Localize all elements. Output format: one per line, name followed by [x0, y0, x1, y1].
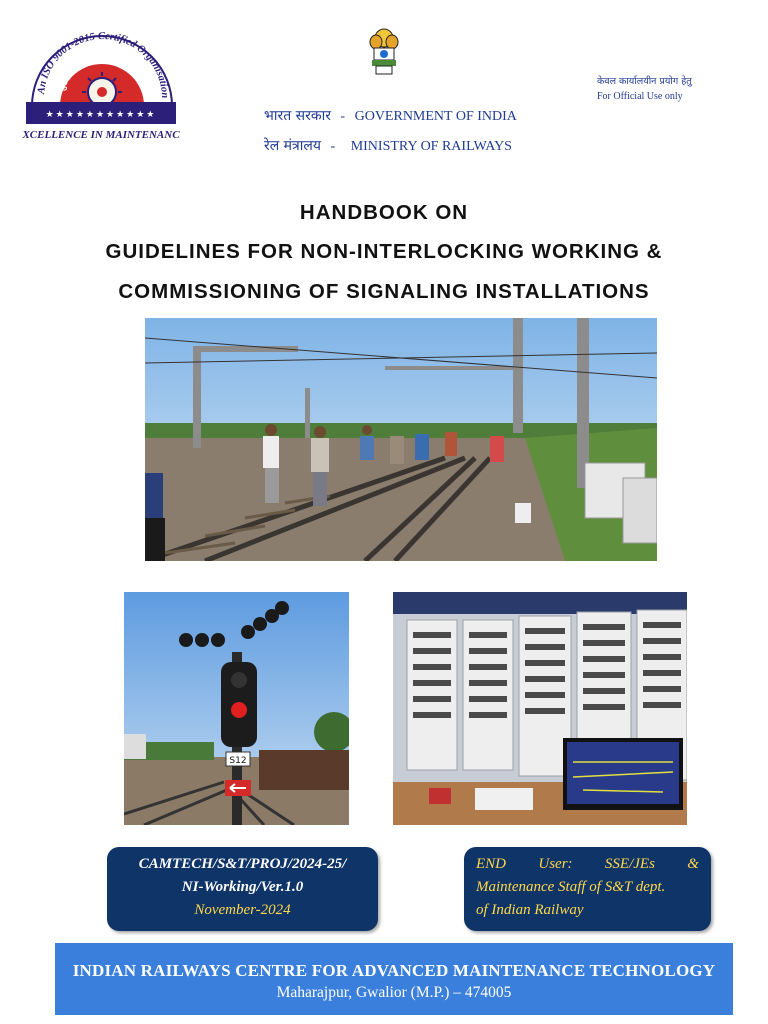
ministry-line — [264, 136, 512, 155]
end-user-word-4: & — [687, 856, 699, 872]
official-use-english: For Official Use only — [597, 91, 683, 102]
end-user-line-2: Maintenance Staff of S&T dept. — [476, 879, 666, 895]
reference-version: NI-Working/Ver.1.0 — [181, 879, 304, 895]
logo-inner-text: उच्च अनुरक्षण प्रौद्योगिकी केंद्र — [59, 51, 144, 92]
reference-date: November-2024 — [194, 902, 291, 918]
footer-banner — [55, 943, 733, 1015]
government-line — [264, 106, 517, 125]
logo-ring-text: An ISO 9001-2015 Certified Organisation — [36, 30, 171, 99]
ministry-hindi: रेल मंत्रालय — [264, 138, 322, 154]
reference-code: CAMTECH/S&T/PROJ/2024-25/ — [138, 856, 347, 872]
end-user-box — [464, 847, 711, 931]
gov-hindi: भारत सरकार — [264, 108, 331, 124]
official-use-notice — [597, 74, 692, 104]
end-user-line-3: of Indian Railway — [476, 902, 584, 918]
ministry-english: MINISTRY OF RAILWAYS — [350, 139, 512, 154]
gov-english: GOVERNMENT OF INDIA — [354, 109, 517, 124]
logo-graphic — [22, 26, 180, 144]
end-user-word-2: User: — [538, 856, 573, 872]
document-reference-box — [107, 847, 378, 931]
ministry-separator: - — [330, 139, 336, 154]
relay-room-photo — [393, 592, 687, 825]
signal-plate-label: S12 — [229, 756, 247, 766]
end-user-word-3: SSE/JEs — [604, 856, 655, 872]
gov-separator: - — [340, 109, 346, 124]
track-work-photo — [145, 318, 657, 561]
footer-address: Maharajpur, Gwalior (M.P.) – 474005 — [276, 984, 512, 1001]
footer-organisation: INDIAN RAILWAYS CENTRE FOR ADVANCED MAINTENANCE TECHNOLOGY — [72, 961, 716, 980]
title-line-2: GUIDELINES FOR NON-INTERLOCKING WORKING & — [105, 240, 663, 263]
end-user-line-1 — [476, 853, 699, 876]
signal-photo — [124, 592, 349, 825]
camtech-logo — [22, 26, 180, 144]
logo-tagline: EXCELLENCE IN MAINTENANCE — [22, 129, 180, 141]
title-line-3: COMMISSIONING OF SIGNALING INSTALLATIONS — [118, 280, 650, 303]
logo-stars: ★★★★★★★★★★★ — [45, 110, 157, 120]
national-emblem-icon — [368, 26, 400, 78]
end-user-word-1: END — [476, 856, 506, 872]
official-use-hindi: केवल कार्यालयीन प्रयोग हेतु — [597, 76, 692, 87]
title-line-1: HANDBOOK ON — [299, 201, 469, 224]
